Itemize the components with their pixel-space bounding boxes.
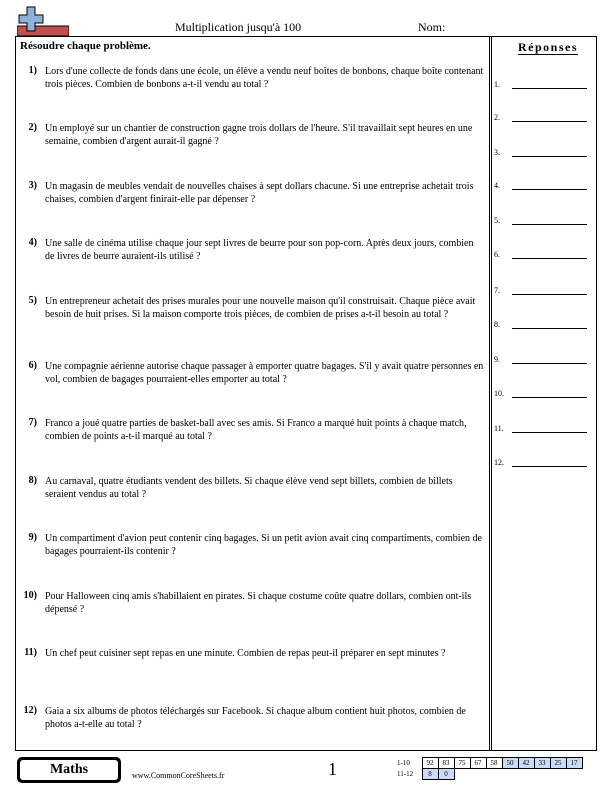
answer-line[interactable] — [512, 156, 587, 157]
score-cell: 33 — [534, 758, 550, 769]
answer-number: 2. — [494, 113, 500, 122]
score-cell: 42 — [518, 758, 534, 769]
problem-number: 4) — [28, 237, 37, 248]
score-row-11-12 — [396, 769, 582, 780]
maths-brand-badge — [17, 757, 121, 783]
answer-line[interactable] — [512, 397, 587, 398]
footer-url: www.CommonCoreSheets.fr — [132, 771, 225, 780]
score-cell: 8 — [422, 769, 438, 780]
answer-number: 11. — [494, 424, 504, 433]
answer-column-divider-inner — [491, 36, 492, 751]
problem-text: Une salle de cinéma utilise chaque jour sept livres de beurre pour son pop-corn. Après deux jours, combien de livres de beurre auraient-ils utilisé ? — [45, 238, 474, 262]
problem-number: 5) — [28, 295, 37, 306]
answer-number: 1. — [494, 80, 500, 89]
plus-logo-icon — [17, 6, 69, 38]
answer-row — [494, 458, 594, 472]
answer-row — [494, 424, 594, 438]
score-cell: 50 — [502, 758, 518, 769]
problem-number: 1) — [28, 65, 37, 76]
problem-text: Au carnaval, quatre étudiants vendent des billets. Si chaque élève vend sept billets, combien de billets seraient vendus au total ? — [45, 476, 453, 500]
answer-line[interactable] — [512, 121, 587, 122]
score-cell: 92 — [422, 758, 438, 769]
score-row-label: 11-12 — [397, 770, 414, 778]
answer-line[interactable] — [512, 294, 587, 295]
score-row-label: 1-10 — [397, 759, 410, 767]
answer-row — [494, 80, 594, 94]
answer-column-divider — [489, 36, 490, 751]
maths-brand-label: Maths — [20, 760, 118, 780]
answer-row — [494, 216, 594, 230]
answer-row — [494, 389, 594, 403]
problem-text: Un employé sur un chantier de construction gagne trois dollars de l'heure. S'il travaillait sept heures en une semaine, combien d'argent aurait-il gagné ? — [45, 123, 473, 147]
answer-row — [494, 113, 594, 127]
answer-line[interactable] — [512, 189, 587, 190]
answer-number: 8. — [494, 320, 500, 329]
answer-line[interactable] — [512, 224, 587, 225]
score-cell: 17 — [566, 758, 582, 769]
answer-row — [494, 250, 594, 264]
page-title: Multiplication jusqu'à 100 — [175, 20, 302, 34]
answer-row — [494, 286, 594, 300]
problem-number: 10) — [23, 590, 37, 601]
problem-text: Lors d'une collecte de fonds dans une école, un élève a vendu neuf boîtes de bonbons, chaque boîte contenant trois pièces. Combien de bonbons a-t-il vendu au total ? — [45, 66, 484, 90]
problem-text: Un chef peut cuisiner sept repas en une minute. Combien de repas peut-il préparer en sept minutes ? — [45, 648, 446, 659]
score-cell: 75 — [454, 758, 470, 769]
instructions: Résoudre chaque problème. — [20, 40, 151, 52]
problem-number: 9) — [28, 532, 37, 543]
answer-number: 10. — [494, 389, 504, 398]
answer-row — [494, 320, 594, 334]
answer-number: 9. — [494, 355, 500, 364]
answer-number: 12. — [494, 458, 504, 467]
answer-number: 7. — [494, 286, 500, 295]
problem-number: 8) — [28, 475, 37, 486]
problem-text: Une compagnie aérienne autorise chaque passager à emporter quatre bagages. S'il y avait quatre personnes en vol, combien de bagages pourraient-elles emporter au total ? — [45, 361, 484, 385]
score-row-1-10 — [396, 758, 582, 769]
answer-line[interactable] — [512, 466, 587, 467]
problem-number: 7) — [28, 417, 37, 428]
problem-text: Un entrepreneur achetait des prises murales pour une nouvelle maison qu'il construisait. Chaque pièce avait besoin de huit prises. Si la maison comporte trois pièces, de combien de prises a-t-il besoin au total ? — [45, 296, 476, 320]
name-label: Nom: — [418, 20, 446, 34]
score-cell: 0 — [438, 769, 454, 780]
answer-line[interactable] — [512, 328, 587, 329]
problem-text: Gaia a six albums de photos téléchargés sur Facebook. Si chaque album contient huit photos, combien de photos a-t-elle au total ? — [45, 706, 466, 730]
answer-row — [494, 181, 594, 195]
answers-title: Réponses — [518, 40, 579, 54]
problem-text: Un compartiment d'avion peut contenir cinq bagages. Si un petit avion avait cinq compartiments, combien de bagages pourraient-ils contenir ? — [45, 533, 482, 557]
score-cell: 58 — [486, 758, 502, 769]
problem-number: 3) — [28, 180, 37, 191]
problem-number: 6) — [28, 360, 37, 371]
problem-text: Franco a joué quatre parties de basket-ball avec ses amis. Si Franco a marqué huit points à chaque match, combien de points a-t-il marqué au total ? — [45, 418, 467, 442]
answer-line[interactable] — [512, 88, 587, 89]
score-cell: 25 — [550, 758, 566, 769]
problem-number: 11) — [24, 647, 37, 658]
problem-number: 2) — [28, 122, 37, 133]
answer-line[interactable] — [512, 432, 587, 433]
page-number: 1 — [328, 759, 337, 779]
answer-line[interactable] — [512, 258, 587, 259]
answer-number: 6. — [494, 250, 500, 259]
problem-text: Un magasin de meubles vendait de nouvelles chaises à sept dollars chacune. Si une entreprise achetait trois chaises, combien d'argent finirait-elle par dépenser ? — [45, 181, 474, 205]
answer-number: 3. — [494, 148, 500, 157]
answer-row — [494, 355, 594, 369]
answer-number: 4. — [494, 181, 500, 190]
problem-number: 12) — [23, 705, 37, 716]
score-cell: 83 — [438, 758, 454, 769]
answer-row — [494, 148, 594, 162]
answer-number: 5. — [494, 216, 500, 225]
score-cell: 67 — [470, 758, 486, 769]
answer-line[interactable] — [512, 363, 587, 364]
score-table — [396, 757, 583, 780]
problem-text: Pour Halloween cinq amis s'habillaient en pirates. Si chaque costume coûte quatre dollars, combien ont-ils dépensé ? — [45, 591, 472, 615]
